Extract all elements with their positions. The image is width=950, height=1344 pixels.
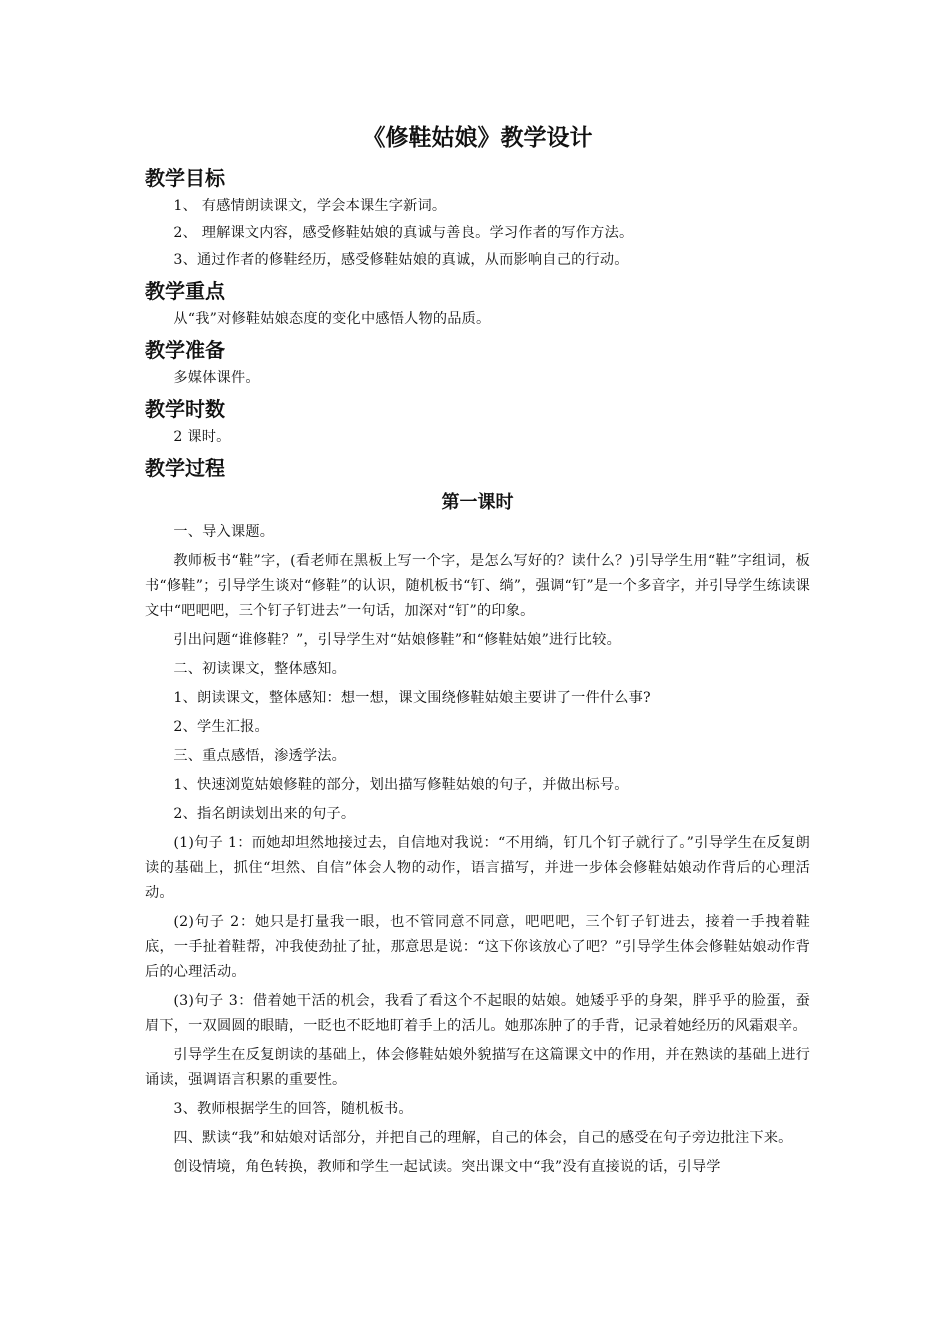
focus-text: 从“我”对修鞋姑娘态度的变化中感悟人物的品质。 (173, 311, 491, 327)
process-paragraph: 一、导入课题。 (173, 524, 275, 540)
process-paragraph: (2)句子 2：她只是打量我一眼，也不管同意不同意，吧吧吧，三个钉子钉进去，接着一手拽着鞋底，一手扯着鞋帮，冲我使劲扯了扯，那意思是说：“这下你该放心了吧？”引导学生体会修鞋姑娘动作背后的心理活动。 (145, 914, 810, 980)
process-paragraph: (1)句子 1：而她却坦然地接过去，自信地对我说：“不用绱，钉几个钉子就行了。”引导学生在反复朗读的基础上，抓住“坦然、自信”体会人物的动作，语言描写，并进一步体会修鞋姑娘动作背后的心理活动。 (145, 835, 810, 901)
document-title: 《修鞋姑娘》教学设计 (362, 125, 593, 151)
heading-process: 教学过程 (145, 456, 225, 480)
process-paragraph: 2、学生汇报。 (173, 719, 269, 735)
hours-text: 2 课时。 (173, 429, 231, 445)
process-paragraph: 引出问题“谁修鞋？”，引导学生对“姑娘修鞋”和“修鞋姑娘”进行比较。 (173, 632, 621, 648)
process-paragraph: 二、初读课文，整体感知。 (173, 661, 347, 677)
process-paragraph: 引导学生在反复朗读的基础上，体会修鞋姑娘外貌描写在这篇课文中的作用，并在熟读的基础上进行诵读，强调语言积累的重要性。 (145, 1047, 810, 1088)
prep-text: 多媒体课件。 (173, 370, 260, 386)
process-paragraph: 四、默读“我”和姑娘对话部分，并把自己的理解，自己的体会，自己的感受在句子旁边批注下来。 (173, 1130, 793, 1146)
document-body (145, 118, 810, 1184)
process-paragraph: 教师板书“鞋”字，(看老师在黑板上写一个字，是怎么写好的？读什么？)引导学生用“鞋”字组词，板书“修鞋”；引导学生谈对“修鞋”的认识，随机板书“钉、绱”，强调“钉”是一个多音字，并引导学生练读课文中“吧吧吧，三个钉子钉进去”一句话，加深对“钉”的印象。 (145, 553, 810, 619)
goal-item: 2、 理解课文内容，感受修鞋姑娘的真诚与善良。学习作者的写作方法。 (173, 225, 634, 241)
goal-item: 3、通过作者的修鞋经历，感受修鞋姑娘的真诚，从而影响自己的行动。 (173, 252, 629, 268)
heading-hours: 教学时数 (145, 397, 225, 421)
heading-prep: 教学准备 (145, 338, 225, 362)
process-paragraph: 1、朗读课文，整体感知：想一想，课文围绕修鞋姑娘主要讲了一件什么事? (173, 690, 651, 706)
process-paragraph: 创设情境，角色转换，教师和学生一起试读。突出课文中“我”没有直接说的话，引导学 (173, 1159, 721, 1175)
process-paragraph: (3)句子 3：借着她干活的机会，我看了看这个不起眼的姑娘。她矮乎乎的身架，胖乎乎的脸蛋，蚕眉下，一双圆圆的眼睛，一眨也不眨地盯着手上的活儿。她那冻肿了的手背，记录着她经历的风霜艰辛。 (145, 993, 810, 1034)
process-paragraph: 2、指名朗读划出来的句子。 (173, 806, 356, 822)
heading-goals: 教学目标 (145, 166, 225, 190)
process-paragraph: 三、重点感悟，渗透学法。 (173, 748, 347, 764)
process-paragraph: 1、快速浏览姑娘修鞋的部分，划出描写修鞋姑娘的句子，并做出标号。 (173, 777, 629, 793)
lesson-title: 第一课时 (441, 492, 514, 513)
process-paragraph: 3、教师根据学生的回答，随机板书。 (173, 1101, 413, 1117)
goal-item: 1、 有感情朗读课文，学会本课生字新词。 (173, 198, 447, 214)
heading-focus: 教学重点 (145, 279, 225, 303)
